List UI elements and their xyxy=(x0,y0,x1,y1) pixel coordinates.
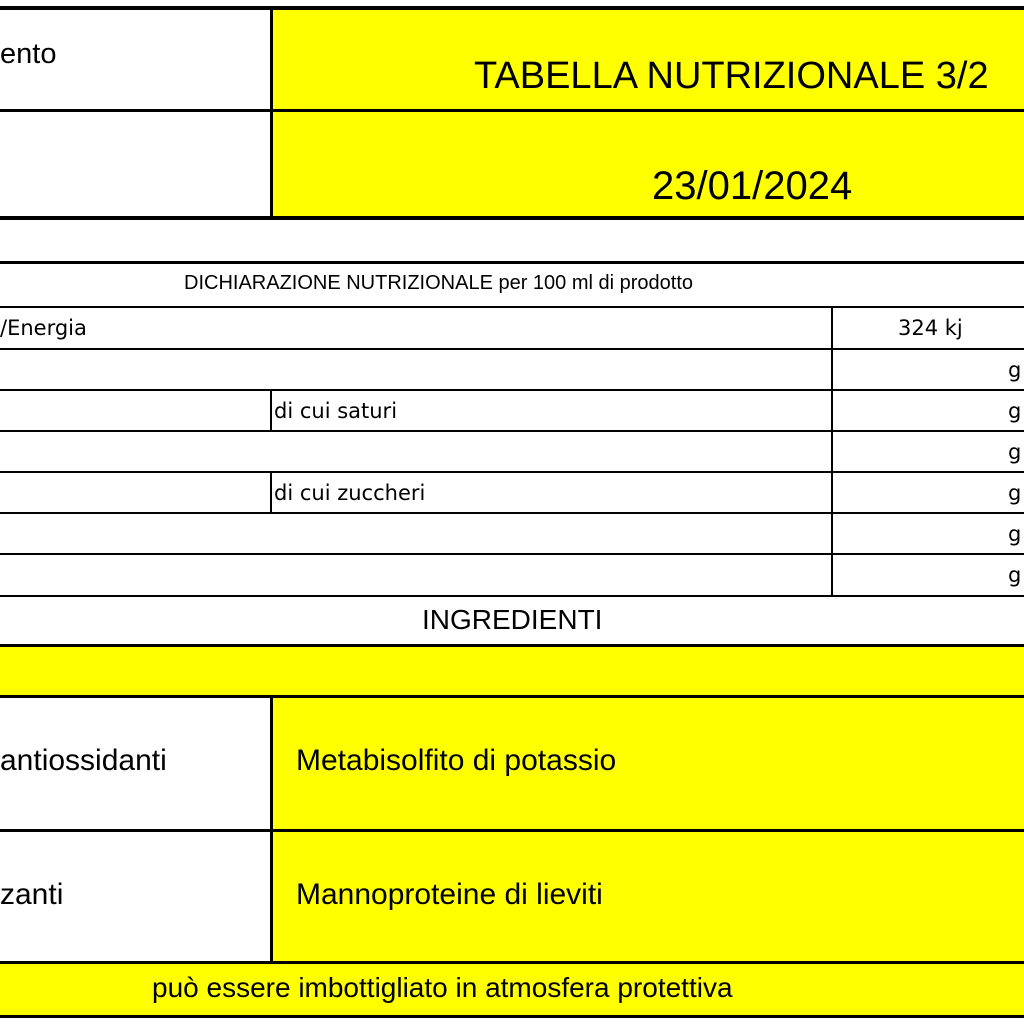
nutrient-sublabel: di cui zuccheri xyxy=(274,481,426,505)
row-line xyxy=(0,471,1024,473)
header-divider-horizontal xyxy=(0,109,1024,112)
document-date: 23/01/2024 xyxy=(652,164,853,208)
document-title: TABELLA NUTRIZIONALE 3/2 xyxy=(474,55,989,97)
ingredient-category: zanti xyxy=(0,878,64,911)
value-column-divider xyxy=(831,306,833,596)
nutrient-value: g xyxy=(1008,481,1022,505)
ingredients-heading: INGREDIENTI xyxy=(422,604,603,635)
nutrient-value: g xyxy=(1008,358,1022,382)
header-divider-vertical xyxy=(270,8,273,218)
nutrient-value: g xyxy=(1008,563,1022,587)
ingredients-band xyxy=(0,647,1024,695)
footer-note: può essere imbottigliato in atmosfera protettiva xyxy=(152,972,733,1003)
row-line xyxy=(0,306,1024,308)
ingredient-category: antiossidanti xyxy=(0,744,167,777)
nutrition-table xyxy=(0,261,1024,597)
row-line xyxy=(0,430,1024,432)
row-line xyxy=(0,553,1024,555)
row-line xyxy=(0,389,1024,391)
date-cell xyxy=(272,112,1024,216)
nutrient-sublabel: di cui saturi xyxy=(274,399,398,423)
header-label: ento xyxy=(0,38,57,70)
nutrient-value: g xyxy=(1008,399,1022,423)
nutrition-heading: DICHIARAZIONE NUTRIZIONALE per 100 ml di prodotto xyxy=(184,272,694,294)
row-line xyxy=(0,512,1024,514)
nutrient-value: 324 kj xyxy=(898,316,963,340)
nutrient-value: g xyxy=(1008,522,1022,546)
ingredient-value: Metabisolfito di potassio xyxy=(296,744,617,777)
row-line xyxy=(0,348,1024,350)
ingredient-divider xyxy=(270,698,273,962)
nutrient-label: /Energia xyxy=(0,316,87,340)
nutrient-value: g xyxy=(1008,440,1022,464)
sublabel-divider xyxy=(270,389,272,431)
sublabel-divider xyxy=(270,471,272,513)
ingredient-value: Mannoproteine di lieviti xyxy=(296,878,603,911)
